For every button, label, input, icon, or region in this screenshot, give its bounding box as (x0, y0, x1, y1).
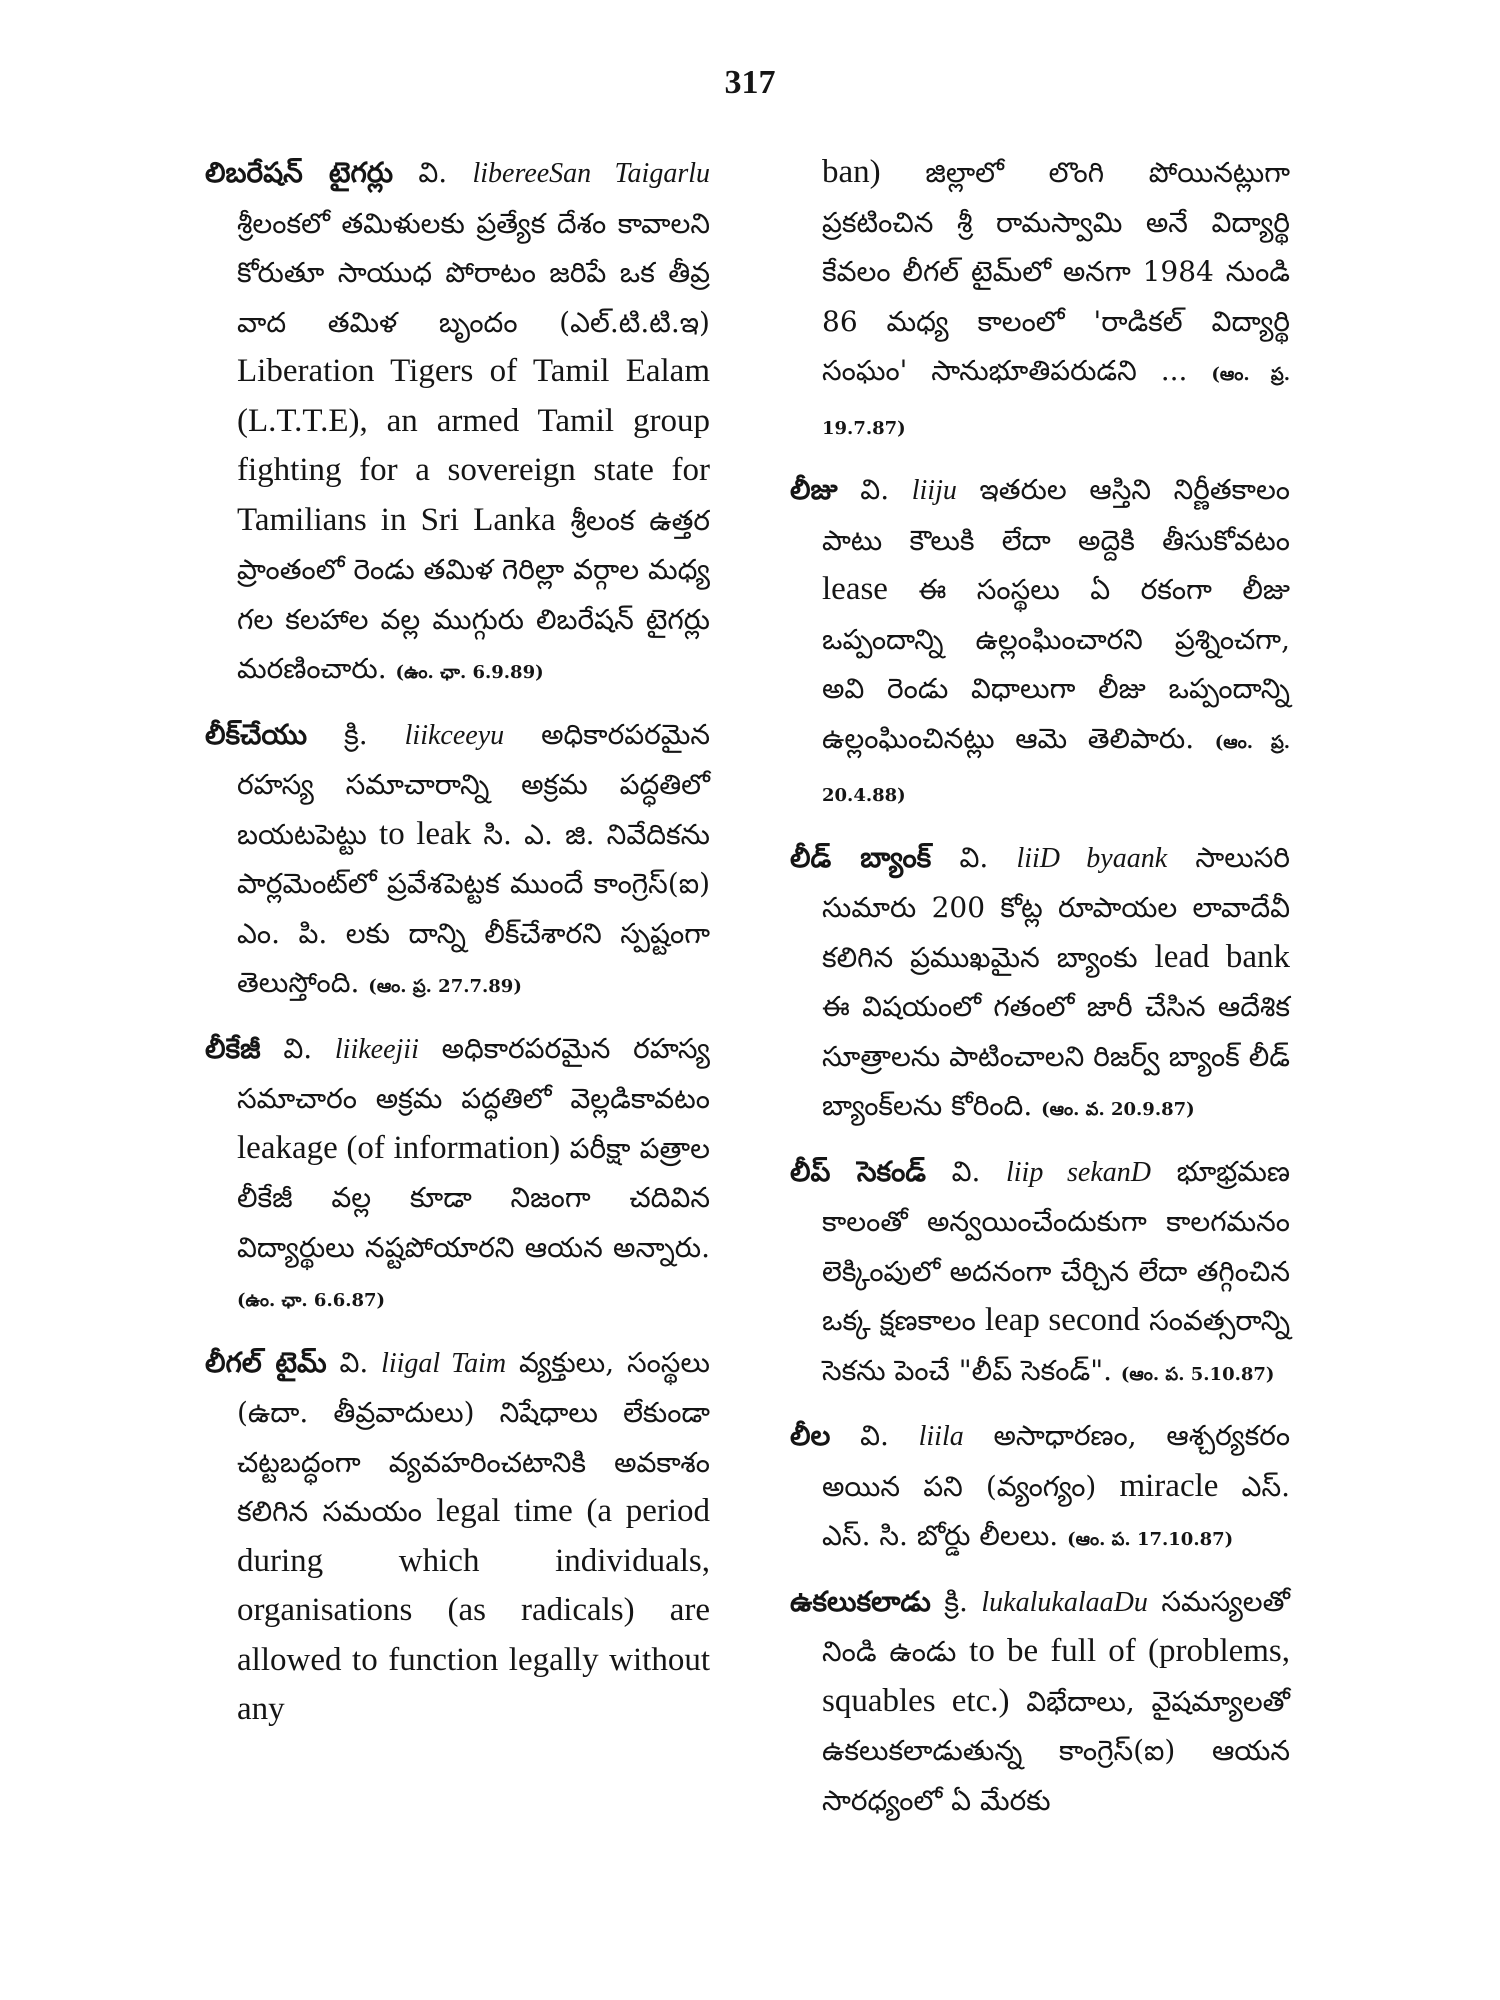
definition: అధికారపరమైన రహస్య సమాచారం అక్రమ పద్ధతిలో వెల్లడికావటం (237, 1031, 710, 1115)
usage-example: శ్రీలంక ఉత్తర ప్రాంతంలో రెండు తమిళ గెరిల్లా వర్గాల మధ్య గల కలహాల వల్ల ముగ్గురు లిబరేషన్ టైగర్లు మరణించారు. (237, 503, 711, 685)
part-of-speech: క్రి. (344, 717, 368, 751)
transliteration: liiju (911, 475, 957, 506)
definition: సమస్యలతో నిండి ఉండు (822, 1584, 1290, 1668)
entry-liberation-tigers (205, 148, 710, 698)
english-equivalent: legal time (a period during which individuals, organisations (as radicals) are allowed to function legally without any (237, 1493, 710, 1727)
entry-continuation (790, 148, 1290, 453)
headword: లిబరేషన్ టైగర్లు (205, 156, 394, 189)
headword: ఉకలుకలాడు (790, 1584, 931, 1618)
citation: (ఆం. వ. 20.9.87) (1041, 1099, 1195, 1120)
part-of-speech: వి. (959, 840, 989, 874)
part-of-speech: వి. (860, 473, 890, 506)
part-of-speech: క్రి. (944, 1584, 968, 1618)
headword: లీప్ సెకండ్ (790, 1154, 927, 1188)
definition: శ్రీలంకలో తమిళులకు ప్రత్యేక దేశం కావాలని కోరుతూ సాయుధ పోరాటం జరిపే ఒక తీవ్ర వాద తమిళ బృందం (ఎల్.టి.టి.ఇ) (237, 206, 710, 339)
part-of-speech: వి. (860, 1419, 889, 1452)
part-of-speech: వి. (418, 156, 448, 189)
right-column (790, 148, 1290, 1837)
entry-lead-bank (790, 833, 1290, 1135)
usage-example: పరీక్షా పత్రాల లీకేజీ వల్ల కూడా నిజంగా చదివిన విద్యార్థులు నష్టపోయారని ఆయన అన్నారు. (237, 1131, 710, 1264)
left-column (205, 148, 710, 1747)
citation: (ఆం. ప. 5.10.87) (1120, 1363, 1275, 1385)
transliteration: liikceeyu (404, 719, 505, 751)
usage-example: సంవత్సరాన్ని సెకను పెంచే "లీప్ సెకండ్". (822, 1304, 1291, 1387)
usage-example: ఈ విషయంలో గతంలో జారీ చేసిన ఆదేశిక సూత్రాలను పాటించాలని రిజర్వ్ బ్యాంక్ లీడ్ బ్యాంక్‌లను కోరింది. (822, 990, 1290, 1122)
definition: వ్యక్తులు, సంస్థలు (ఉదా. తీవ్రవాదులు) నిషేధాలు లేకుండా చట్టబద్ధంగా వ్యవహరించటానికి అవకాశం కలిగిన సమయం (237, 1345, 710, 1528)
part-of-speech: వి. (951, 1154, 981, 1188)
english-equivalent: leakage (of information) (237, 1129, 561, 1166)
headword: లీక్‌చేయు (205, 717, 308, 751)
definition: ఇతరుల ఆస్తిని నిర్ణీతకాలం పాటు కౌలుకి లేదా అద్దెకి తీసుకోవటం (822, 473, 1291, 557)
english-equivalent: Liberation Tigers of Tamil Ealam (L.T.T.E), an armed Tamil group fighting for a sovereign state for Tamilians in Sri Lanka (237, 353, 710, 538)
english-equivalent: miracle (1119, 1467, 1219, 1504)
citation: (ఆం. ప్ర. 27.7.89) (368, 976, 522, 997)
citation: (ఆం. ప. 17.10.87) (1067, 1529, 1234, 1550)
citation: (ఆం. ప్ర. 19.7.87) (822, 364, 1290, 439)
part-of-speech: వి. (283, 1031, 313, 1065)
transliteration: liila (918, 1421, 964, 1452)
usage-example: ఎస్. ఎస్. సి. బోర్డు లీలలు. (822, 1469, 1291, 1552)
usage-example: ఈ సంస్థలు ఏ రకంగా లీజు ఒప్పందాన్ని ఉల్లంఘించారని ప్రశ్నించగా, అవి రెండు విధాలుగా లీజు ఒప్పందాన్ని ఉల్లంఘించినట్లు ఆమె తెలిపారు. (822, 573, 1290, 755)
entry-lukalukalaadu (790, 1577, 1290, 1826)
entry-lease (790, 465, 1290, 821)
usage-example: జిల్లాలో లొంగి పోయినట్లుగా ప్రకటించిన శ్రీ రామస్వామి అనే విద్యార్థి కేవలం లీగల్ టైమ్‌లో అనగా 1984 నుండి 86 మధ్య కాలంలో 'రాడికల్ విద్యార్థి సంఘం' సానుభూతిపరుడని ... (822, 156, 1290, 387)
headword: లీల (790, 1419, 831, 1452)
definition: భూభ్రమణ కాలంతో అన్వయించేందుకుగా కాలగమనం లెక్కింపులో అదనంగా చేర్చిన లేదా తగ్గించిన ఒక్క క్షణకాలం (822, 1154, 1291, 1337)
entry-legal-time (205, 1338, 710, 1735)
citation: (ఆం. ప్ర. 20.4.88) (822, 731, 1291, 806)
transliteration: liikeejii (334, 1033, 419, 1065)
english-equivalent: to leak (379, 815, 472, 852)
headword: లీగల్ టైమ్ (205, 1345, 327, 1379)
entry-leak (205, 710, 710, 1012)
headword: లీజు (790, 473, 838, 506)
definition: సాలుసరి సుమారు 200 కోట్ల రూపాయల లావాదేవీ కలిగిన ప్రముఖమైన బ్యాంకు (822, 840, 1290, 974)
transliteration: lukalukalaaDu (981, 1586, 1148, 1618)
definition: అసాధారణం, ఆశ్చర్యకరం అయిన పని (వ్యంగ్యం) (822, 1419, 1291, 1503)
page-number: 317 (724, 64, 776, 101)
english-equivalent: lease (822, 571, 888, 607)
transliteration: liiD byaank (1016, 842, 1168, 874)
english-equivalent: to be full of (problems, squables etc.) (822, 1633, 1291, 1719)
citation: (ఉం. ఛా. 6.9.89) (395, 662, 544, 683)
entry-miracle (790, 1411, 1290, 1565)
part-of-speech: వి. (339, 1345, 369, 1379)
transliteration: libereeSan Taigarlu (472, 158, 711, 189)
entry-leap-second (790, 1147, 1290, 1400)
citation: (ఉం. ఛా. 6.6.87) (237, 1290, 386, 1311)
definition: అధికారపరమైన రహస్య సమాచారాన్ని అక్రమ పద్ధతిలో బయటపెట్టు (237, 717, 710, 851)
english-equivalent: ban) (822, 154, 881, 190)
english-equivalent: leap second (984, 1302, 1140, 1338)
english-equivalent: lead bank (1154, 938, 1290, 975)
transliteration: liip sekanD (1006, 1156, 1151, 1188)
usage-example: సి. ఎ. జి. నివేదికను పార్లమెంట్‌లో ప్రవేశపెట్టక ముందే కాంగ్రెస్(ఐ) ఎం. పి. లకు దాన్ని లీక్‌చేశారని స్పష్టంగా తెలుస్తోంది. (237, 817, 710, 999)
transliteration: liigal Taim (381, 1347, 507, 1379)
entry-leakage (205, 1024, 710, 1326)
headword: లీకేజీ (205, 1031, 261, 1065)
usage-example: విభేదాలు, వైషమ్యాలతో ఉకలుకలాడుతున్న కాంగ్రెస్(ఐ) ఆయన సారధ్యంలో ఏ మేరకు (822, 1684, 1290, 1817)
headword: లీడ్ బ్యాంక్ (790, 840, 932, 874)
